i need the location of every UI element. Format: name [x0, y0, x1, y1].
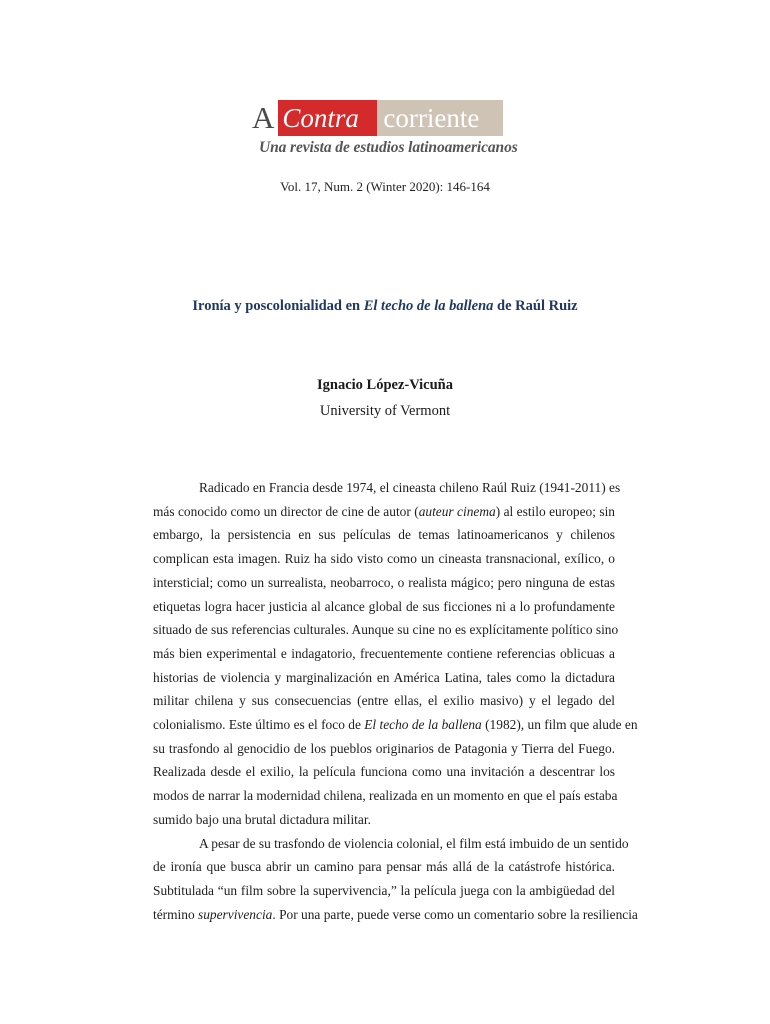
paragraph-1	[153, 476, 638, 832]
body-line: etiquetas logra hacer justicia al alcance global de sus ficciones ni a lo profundamente	[153, 598, 615, 614]
line-text: ) al estilo europeo; sin	[495, 503, 615, 519]
line-text: . Por una parte, puede verse como un comentario sobre la resiliencia	[272, 906, 638, 922]
body-line: situado de sus referencias culturales. Aunque su cine no es explícitamente político sino	[153, 622, 619, 638]
title-suffix: de Raúl Ruiz	[493, 298, 578, 314]
italic-term: El techo de la ballena	[364, 717, 482, 733]
body-line	[153, 903, 638, 927]
body-line: modos de narrar la modernidad chilena, realizada en un momento en que el país estaba	[153, 788, 618, 804]
italic-term: supervivencia	[198, 906, 273, 922]
line-text: (1982), un film que alude en	[481, 717, 638, 733]
italic-term: auteur cinema	[418, 503, 496, 519]
line-text: término	[153, 906, 198, 922]
body-line: A pesar de su trasfondo de violencia colonial, el film está imbuido de un sentido	[199, 835, 629, 851]
body-line	[153, 713, 638, 737]
body-line: intersticial; como un surrealista, neobarroco, o realista mágico; pero ninguna de estas	[153, 574, 615, 590]
citation-line: Vol. 17, Num. 2 (Winter 2020): 146-164	[280, 179, 490, 194]
body-line: Subtitulada “un film sobre la supervivencia,” la película juega con la ambigüedad del	[153, 882, 615, 898]
article-body	[153, 476, 638, 926]
body-line: su trasfondo al genocidio de los pueblos originarios de Patagonia y Tierra del Fuego.	[153, 740, 615, 756]
body-line: complican esta imagen. Ruiz ha sido visto como un cineasta transnacional, exílico, o	[153, 551, 615, 567]
line-text: más conocido como un director de cine de autor (	[153, 503, 419, 519]
body-line: Radicado en Francia desde 1974, el cineasta chileno Raúl Ruiz (1941-2011) es	[199, 480, 621, 495]
body-line: historias de violencia y marginalización en América Latina, tales como la dictadura	[153, 669, 615, 685]
body-line	[153, 500, 615, 524]
body-line: de ironía que busca abrir un camino para pensar más allá de la catástrofe histórica.	[153, 859, 615, 875]
author-name: Ignacio López-Vicuña	[316, 377, 453, 393]
journal-logo	[252, 100, 503, 136]
logo-letter-a: A	[252, 100, 275, 135]
body-line: más bien experimental e indagatorio, frecuentemente contiene referencias oblicuas a	[153, 645, 615, 661]
logo-contra-block: Contra	[278, 100, 377, 136]
journal-subtitle: Una revista de estudios latinoamericanos	[259, 139, 518, 156]
body-line: sumido bajo una brutal dictadura militar.	[153, 811, 371, 827]
body-line: Realizada desde el exilio, la película funciona como una invitación a descentrar los	[153, 764, 615, 780]
body-line: embargo, la persistencia en sus películas de temas latinoamericanos y chilenos	[153, 527, 615, 543]
title-prefix: Ironía y poscolonialidad en	[192, 298, 364, 314]
author-affiliation: University of Vermont	[319, 403, 451, 419]
article-title	[0, 298, 770, 315]
paragraph-2	[153, 832, 638, 927]
body-line: militar chilena y sus consecuencias (entre ellas, el exilio masivo) y el legado del	[153, 693, 615, 709]
title-film-name: El techo de la ballena	[363, 298, 494, 314]
line-text: colonialismo. Este último es el foco de	[153, 717, 365, 733]
logo-corriente-block: corriente	[377, 100, 503, 136]
